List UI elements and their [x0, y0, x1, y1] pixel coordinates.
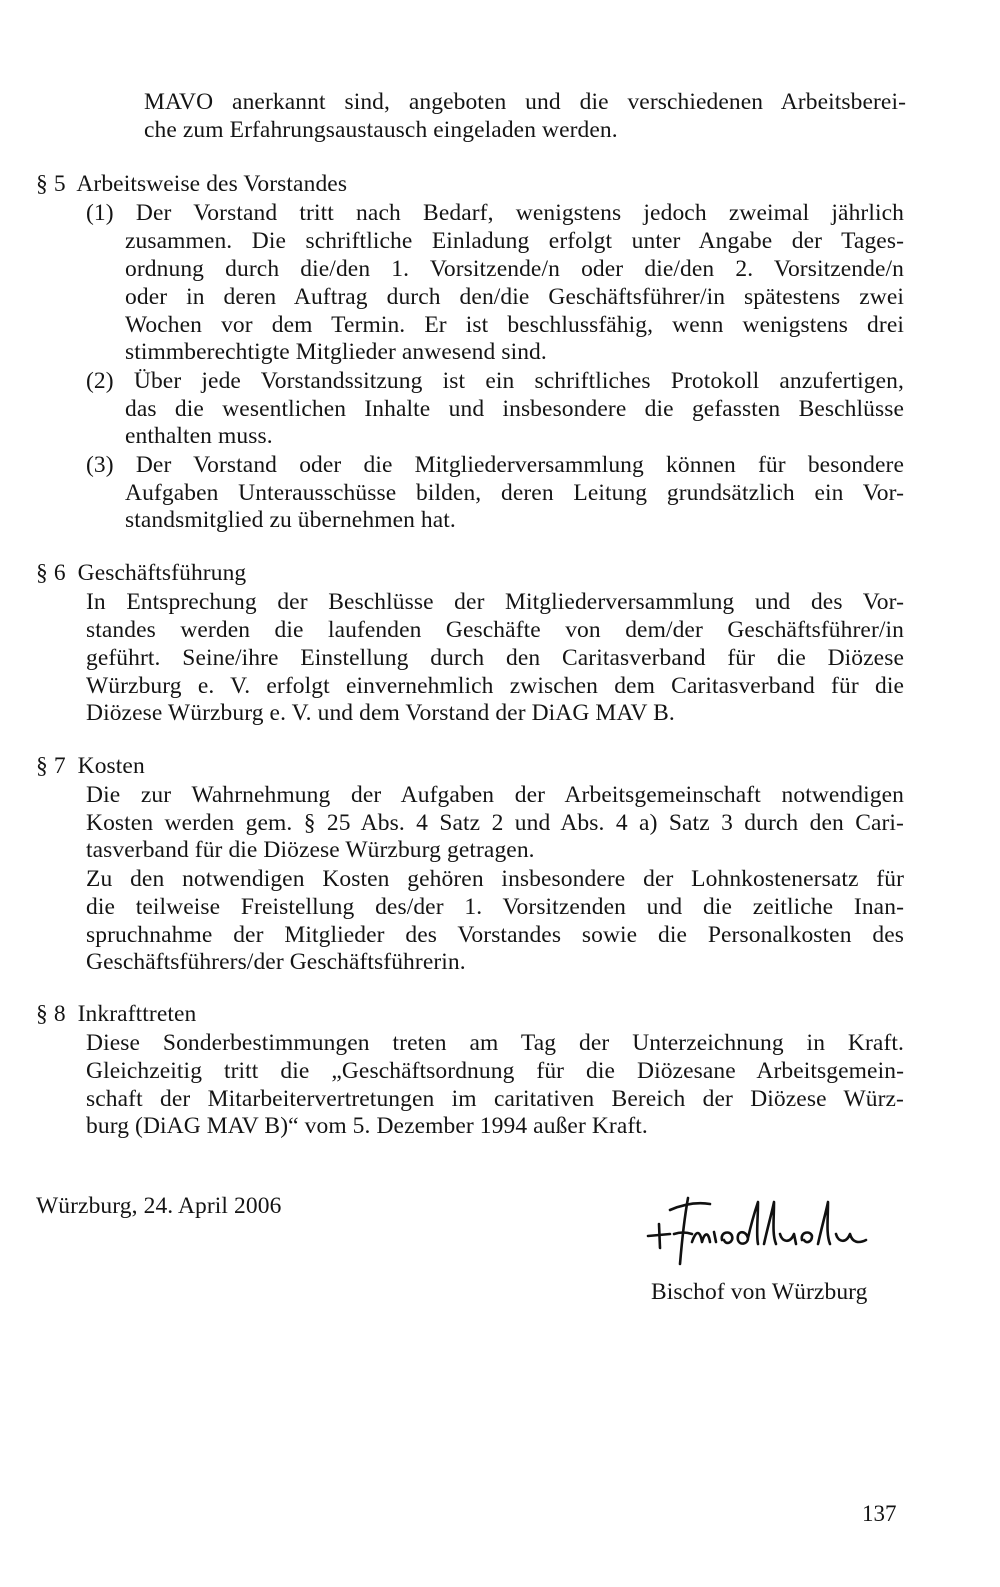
s5-p2-line-3: enthalten muss.: [125, 423, 273, 449]
s6-line-3: geführt. Seine/ihre Einstellung durch den Caritasverband für die Diözese: [86, 645, 904, 671]
s5-p1-line-5: Wochen vor dem Termin. Er ist beschlussfähig, wenn wenigstens drei: [125, 312, 904, 338]
s5-p1-line-3: ordnung durch die/den 1. Vorsitzende/n oder die/den 2. Vorsitzende/n: [125, 256, 904, 282]
s5-p3-line-1: (3) Der Vorstand oder die Mitgliederversammlung können für besondere: [86, 452, 904, 478]
s5-p2-line-2: das die wesentlichen Inhalte und insbesondere die gefassten Beschlüsse: [125, 396, 904, 422]
signatory-title: Bischof von Würzburg: [651, 1279, 868, 1305]
s6-line-5: Diözese Würzburg e. V. und dem Vorstand der DiAG MAV B.: [86, 700, 675, 726]
section-5-heading: § 5 Arbeitsweise des Vorstandes: [36, 171, 348, 197]
s5-p3-line-2: Aufgaben Unterausschüsse bilden, deren Leitung grundsätzlich ein Vor-: [125, 480, 904, 506]
s7-line-3: tasverband für die Diözese Würzburg getragen.: [86, 837, 535, 863]
intro-line-2: che zum Erfahrungsaustausch eingeladen werden.: [144, 117, 618, 143]
s7-line-6: spruchnahme der Mitglieder des Vorstandes sowie die Personalkosten des: [86, 922, 904, 948]
section-8-heading: § 8 Inkrafttreten: [36, 1001, 197, 1027]
s5-p1-line-6: stimmberechtigte Mitglieder anwesend sind.: [125, 339, 547, 365]
s7-line-7: Geschäftsführers/der Geschäftsführerin.: [86, 949, 466, 975]
s7-line-4: Zu den notwendigen Kosten gehören insbesondere der Lohnkostenersatz für: [86, 866, 904, 892]
intro-line-1: MAVO anerkannt sind, angeboten und die verschiedenen Arbeitsberei-: [144, 89, 906, 115]
signature-image: [640, 1190, 890, 1270]
section-6-heading: § 6 Geschäftsführung: [36, 560, 247, 586]
s5-p1-line-1: (1) Der Vorstand tritt nach Bedarf, wenigstens jedoch zweimal jährlich: [86, 200, 904, 226]
s7-line-2: Kosten werden gem. § 25 Abs. 4 Satz 2 und Abs. 4 a) Satz 3 durch den Cari-: [86, 810, 904, 836]
page-number: 137: [862, 1501, 897, 1526]
s5-p2-line-1: (2) Über jede Vorstandssitzung ist ein schriftliches Protokoll anzufertigen,: [86, 368, 904, 394]
s6-line-4: Würzburg e. V. erfolgt einvernehmlich zwischen dem Caritasverband für die: [86, 673, 904, 699]
section-7-heading: § 7 Kosten: [36, 753, 145, 779]
s6-line-1: In Entsprechung der Beschlüsse der Mitgliederversammlung und des Vor-: [86, 589, 904, 615]
s8-line-2: Gleichzeitig tritt die „Geschäftsordnung für die Diözesane Arbeitsgemein-: [86, 1058, 904, 1084]
s7-line-5: die teilweise Freistellung des/der 1. Vorsitzenden und die zeitliche Inan-: [86, 894, 904, 920]
s7-line-1: Die zur Wahrnehmung der Aufgaben der Arbeitsgemeinschaft notwendigen: [86, 782, 904, 808]
place-date: Würzburg, 24. April 2006: [36, 1193, 282, 1219]
s8-line-1: Diese Sonderbestimmungen treten am Tag der Unterzeichnung in Kraft.: [86, 1030, 904, 1056]
s5-p3-line-3: standsmitglied zu übernehmen hat.: [125, 507, 456, 533]
s8-line-4: burg (DiAG MAV B)“ vom 5. Dezember 1994 außer Kraft.: [86, 1113, 648, 1139]
s5-p1-line-4: oder in deren Auftrag durch den/die Geschäftsführer/in spätestens zwei: [125, 284, 904, 310]
s5-p1-line-2: zusammen. Die schriftliche Einladung erfolgt unter Angabe der Tages-: [125, 228, 904, 254]
s8-line-3: schaft der Mitarbeitervertretungen im caritativen Bereich der Diözese Würz-: [86, 1086, 904, 1112]
s6-line-2: standes werden die laufenden Geschäfte von dem/der Geschäftsführer/in: [86, 617, 904, 643]
